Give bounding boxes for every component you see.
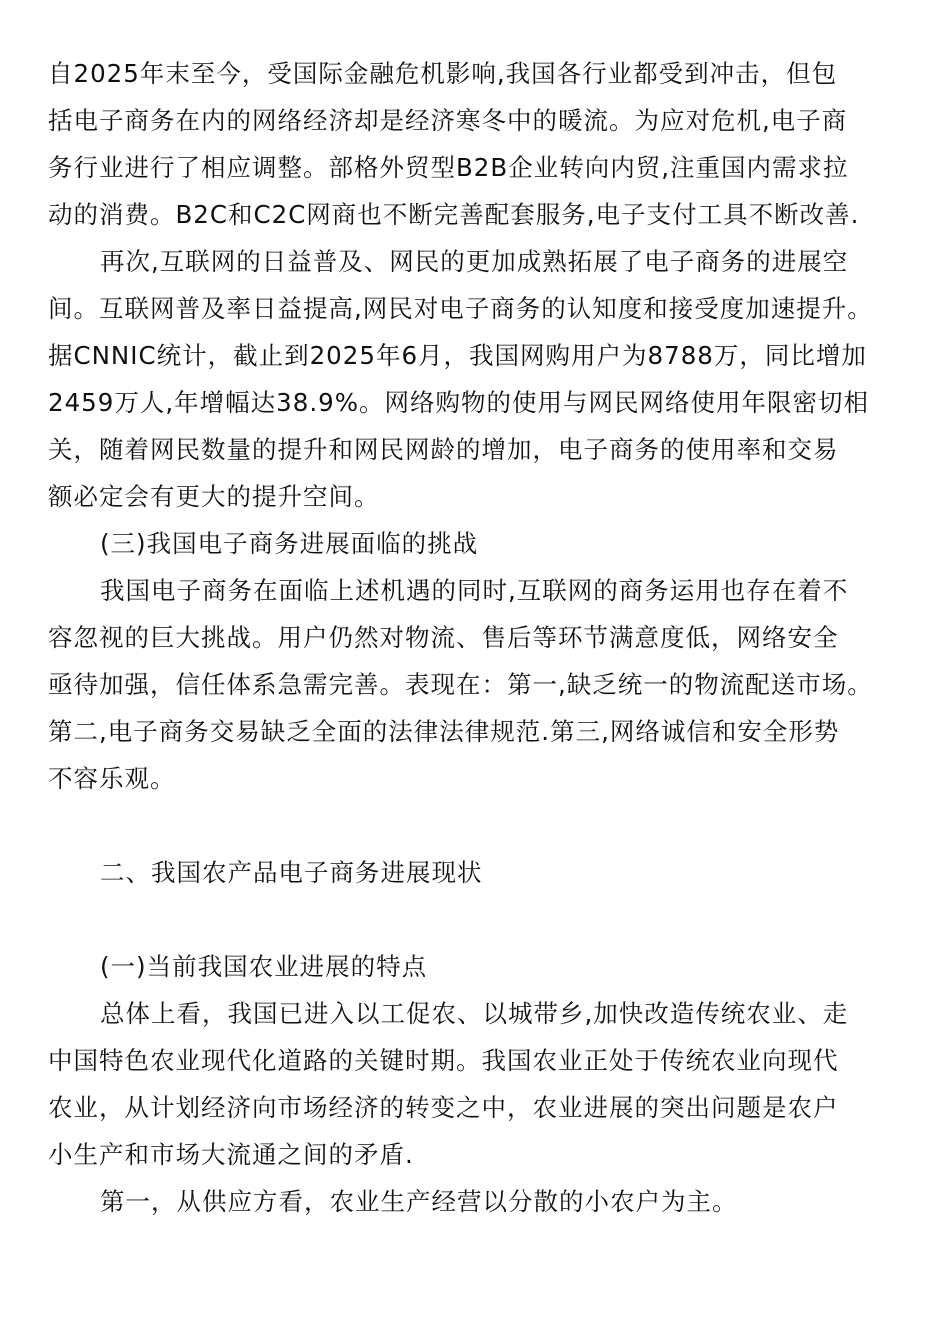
text-line: 农业，从计划经济向市场经济的转变之中，农业进展的突出问题是农户 — [48, 1093, 839, 1122]
text-line: 据CNNIC统计，截止到2025年6月，我国网购用户为8788万，同比增加 — [48, 341, 867, 370]
paragraph-start-line: 再次,互联网的日益普及、网民的更加成熟拓展了电子商务的进展空 — [100, 247, 849, 276]
text-line: 动的消费。B2C和C2C网商也不断完善配套服务,电子支付工具不断改善. — [48, 200, 860, 229]
text-line: 小生产和市场大流通之间的矛盾. — [48, 1140, 414, 1169]
text-line: 中国特色农业现代化道路的关键时期。我国农业正处于传统农业向现代 — [48, 1046, 839, 1075]
text-line: 关，随着网民数量的提升和网民网龄的增加，电子商务的使用率和交易 — [48, 435, 839, 464]
text-line: 自2025年末至今，受国际金融危机影响,我国各行业都受到冲击，但包 — [48, 59, 838, 88]
text-line: 不容乐观。 — [48, 764, 176, 793]
section-heading-agri-features: (一)当前我国农业进展的特点 — [100, 952, 428, 981]
paragraph-start-line: 第一，从供应方看，农业生产经营以分散的小农户为主。 — [100, 1187, 738, 1216]
blank-line — [48, 896, 908, 943]
text-line: 亟待加强，信任体系急需完善。表现在：第一,缺乏统一的物流配送市场。 — [48, 670, 873, 699]
text-line: 2459万人,年增幅达38.9%。网络购物的使用与网民网络使用年限密切相 — [48, 388, 869, 417]
paragraph-start-line: 我国电子商务在面临上述机遇的同时,互联网的商务运用也存在着不 — [100, 576, 849, 605]
document-page — [48, 50, 908, 1225]
blank-line — [48, 802, 908, 849]
text-line: 间。互联网普及率日益提高,网民对电子商务的认知度和接受度加速提升。 — [48, 294, 873, 323]
text-line: 额必定会有更大的提升空间。 — [48, 482, 380, 511]
text-line: 第二,电子商务交易缺乏全面的法律法律规范.第三,网络诚信和安全形势 — [48, 717, 840, 746]
text-line: 括电子商务在内的网络经济却是经济寒冬中的暖流。为应对危机,电子商 — [48, 106, 848, 135]
section-heading-challenges: (三)我国电子商务进展面临的挑战 — [100, 529, 479, 558]
paragraph-start-line: 总体上看，我国已进入以工促农、以城带乡,加快改造传统农业、走 — [100, 999, 849, 1028]
text-line: 务行业进行了相应调整。部格外贸型B2B企业转向内贸,注重国内需求拉 — [48, 153, 849, 182]
text-line: 容忽视的巨大挑战。用户仍然对物流、售后等环节满意度低，网络安全 — [48, 623, 839, 652]
chapter-heading-agri-ecommerce: 二、我国农产品电子商务进展现状 — [100, 858, 483, 887]
